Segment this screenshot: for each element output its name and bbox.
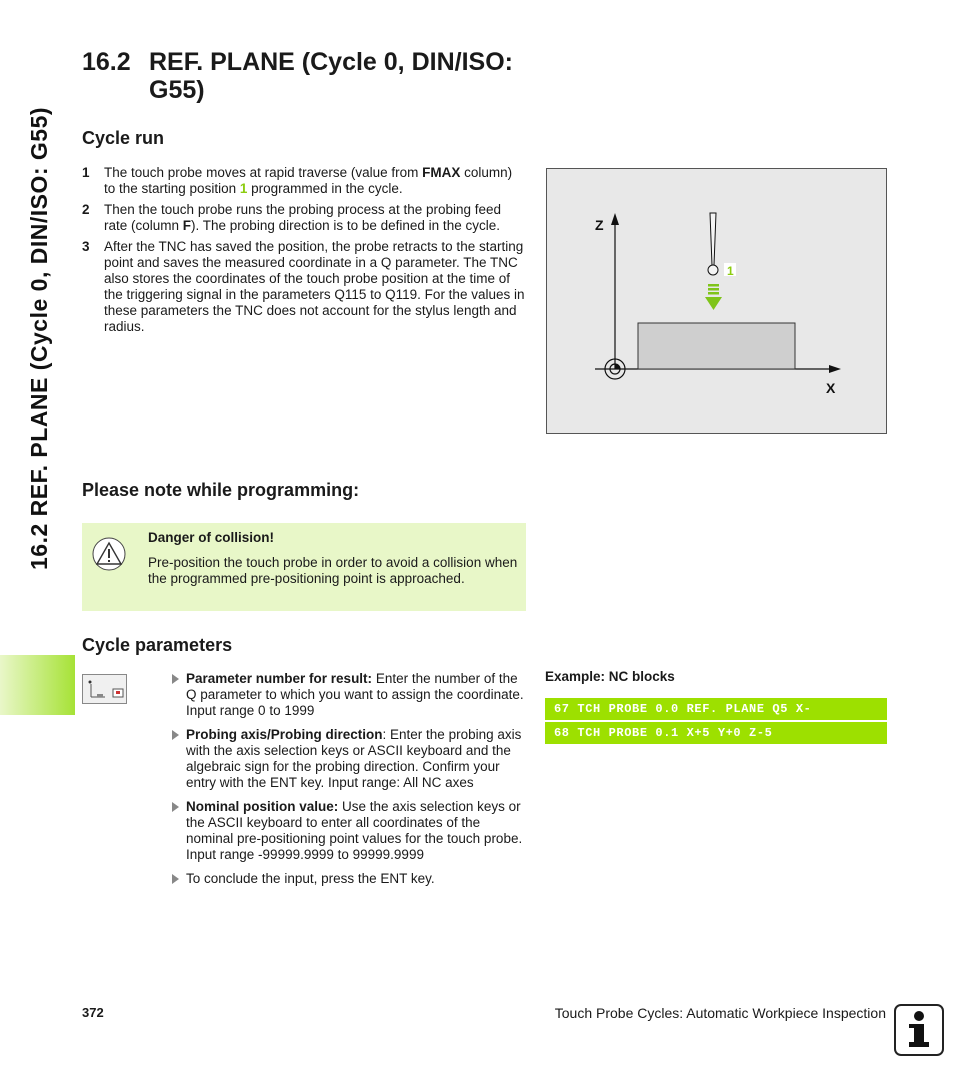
step-1: 1 The touch probe moves at rapid traverse (value from FMAX column) to the starting position 1 programmed in the cycle.: [82, 165, 513, 196]
stylus-shaft: [710, 213, 716, 265]
arrow-stripe-2: [708, 288, 719, 291]
param-result: Parameter number for result: Enter the number of the Q parameter to which you want to assign the coordinate. Input range 0 to 1999: [172, 671, 527, 719]
z-axis-arrow: [611, 213, 619, 225]
warning-icon: [92, 537, 126, 571]
x-axis-arrow: [829, 365, 841, 373]
chapter-tab: [0, 655, 75, 715]
origin-quadrant: [615, 364, 620, 369]
side-title: 16.2 REF. PLANE (Cycle 0, DIN/ISO: G55): [26, 106, 52, 570]
probing-diagram: [546, 168, 887, 434]
z-axis-label: Z: [595, 217, 604, 233]
warning-body: Pre-position the touch probe in order to avoid a collision when the programmed pre-positioning point is approached.: [148, 555, 518, 586]
arrow-stripe-1: [708, 284, 719, 287]
param-nominal-position: Nominal position value: Use the axis selection keys or the ASCII keyboard to enter all coordinates of the nominal pre-positioning point values for the touch probe. Input range -99999.9999 to 99999.9999: [172, 799, 527, 863]
nc-block-1: 67 TCH PROBE 0.0 REF. PLANE Q5 X-: [545, 698, 887, 720]
warning-box: [82, 523, 526, 611]
step-2: 2 Then the touch probe runs the probing process at the probing feed rate (column F). The probing direction is to be defined in the cycle.: [82, 202, 502, 233]
param-probing-axis: Probing axis/Probing direction: Enter the probing axis with the axis selection keys or ASCII keyboard and the algebraic sign for the probing direction. Confirm your entry with the ENT key. Input range: All NC axes: [172, 727, 527, 791]
nc-block-2: 68 TCH PROBE 0.1 X+5 Y+0 Z-5: [545, 722, 887, 744]
x-axis-label: X: [826, 380, 836, 396]
cycle-softkey-icon: [82, 674, 127, 704]
param-conclude: To conclude the input, press the ENT key.: [172, 871, 527, 887]
probing-direction-arrow: [705, 297, 722, 310]
example-title: Example: NC blocks: [545, 669, 675, 684]
diagram-svg: [547, 169, 886, 433]
note-heading: Please note while programming:: [82, 480, 360, 500]
info-icon: [894, 1004, 944, 1056]
cycle-run-heading: Cycle run: [82, 128, 165, 148]
warning-title: Danger of collision!: [148, 530, 275, 545]
arrow-stripe-3: [708, 292, 719, 295]
point-label: 1: [727, 264, 734, 278]
footer-text: Touch Probe Cycles: Automatic Workpiece Inspection: [554, 1005, 886, 1021]
parameter-list: [172, 671, 527, 895]
step-3: 3 After the TNC has saved the position, the probe retracts to the starting point and saves the measured coordinate in a Q parameter. The TNC also stores the coordinates of the touch probe position at the time of the triggering signal in the parameters Q115 to Q119. For the values in these parameters the TNC does not account for the stylus length and radius.: [82, 239, 525, 334]
cycle-run-steps: [82, 165, 527, 340]
section-number: 16.2: [82, 48, 131, 76]
workpiece: [638, 323, 795, 369]
page-number: 372: [82, 1005, 104, 1020]
section-title: REF. PLANE (Cycle 0, DIN/ISO: G55): [149, 48, 513, 104]
params-heading: Cycle parameters: [82, 635, 233, 655]
stylus-ball: [708, 265, 718, 275]
